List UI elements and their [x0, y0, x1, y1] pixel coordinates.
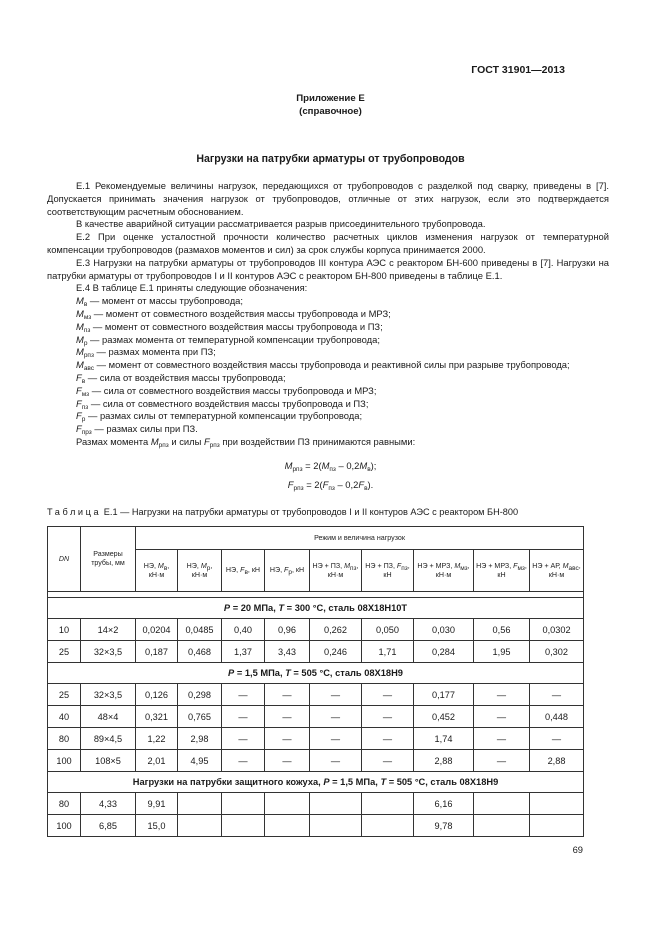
cell-value: 0,321 — [136, 706, 178, 728]
cell-pipe-size: 48×4 — [81, 706, 136, 728]
cell-value: 0,468 — [178, 641, 222, 663]
cell-value: — — [310, 728, 362, 750]
cell-value: — — [310, 684, 362, 706]
range-sentence: Размах момента $M_{рпз}$ и силы $F_{рпз}$ при воздействии ПЗ принимаются равными: — [76, 435, 416, 449]
cell-value: — — [310, 706, 362, 728]
cell-value: — — [222, 750, 265, 772]
paragraph-e3: Е.3 Нагрузки на патрубки арматуры от трубопроводов III контура АЭС с реактором БН-600 приведены в [7]. Нагрузки на патрубки арматуры от трубопроводов I и II контуров АЭС с реактором БН-800 приведены в таблице Е.1. — [47, 256, 609, 281]
cell-value: 0,298 — [178, 684, 222, 706]
cell-value: 0,302 — [530, 641, 584, 663]
cell-value: 0,0485 — [178, 619, 222, 641]
cell-value: 6,16 — [414, 793, 474, 815]
definition-item: $M_{рпз}$ — размах момента при ПЗ; — [76, 346, 216, 360]
table-row — [48, 641, 584, 663]
cell-value: 1,74 — [414, 728, 474, 750]
appendix-heading — [0, 92, 661, 118]
cell-value: 0,56 — [474, 619, 530, 641]
formula-force: $F_{рпз} = 2(F_{пз} - 0,2F_в)$. — [287, 479, 374, 492]
cell-value: 0,96 — [265, 619, 310, 641]
header-col: НЭ, $F_р$, кН — [265, 550, 310, 592]
cell-value: — — [265, 750, 310, 772]
header-col: НЭ + АР, $M_{авс}$, кН·м — [530, 550, 584, 592]
cell-value: — — [474, 684, 530, 706]
table-caption — [47, 507, 518, 517]
cell-value — [310, 815, 362, 837]
cell-dn: 25 — [48, 684, 81, 706]
table-caption-label: Таблица — [47, 507, 102, 517]
cell-value: — — [530, 728, 584, 750]
cell-value — [222, 815, 265, 837]
cell-dn: 80 — [48, 728, 81, 750]
header-col: НЭ + ПЗ, $M_{пз}$, кН·м — [310, 550, 362, 592]
cell-value — [178, 815, 222, 837]
cell-pipe-size: 89×4,5 — [81, 728, 136, 750]
cell-value: 0,765 — [178, 706, 222, 728]
paragraph-e1: Е.1 Рекомендуемые величины нагрузок, передающихся от трубопроводов с разделкой под сварку, приведены в [7]. Допускается принимать значения нагрузок от трубопроводов, отличные от этих нагрузок, если это подтверждается соответствующим расчетным обоснованием. — [47, 180, 609, 217]
cell-value: 0,126 — [136, 684, 178, 706]
cell-value: — — [310, 750, 362, 772]
cell-pipe-size: 4,33 — [81, 793, 136, 815]
definition-item: $F_{прз}$ — размах силы при ПЗ. — [76, 423, 198, 437]
paragraph-e1b: В качестве аварийной ситуации рассматривается разрыв присоединительного трубопровода. — [76, 218, 486, 230]
cell-value: — — [474, 728, 530, 750]
cell-value — [265, 815, 310, 837]
cell-value: 9,78 — [414, 815, 474, 837]
header-col: НЭ + МРЗ, $M_{мз}$, кН·м — [414, 550, 474, 592]
definition-item: $M_р$ — размах момента от температурной компенсации трубопровода; — [76, 333, 380, 347]
document-code: ГОСТ 31901—2013 — [471, 64, 565, 76]
definition-item: $F_в$ — сила от воздействия массы трубопровода; — [76, 371, 286, 385]
cell-value: — — [265, 728, 310, 750]
cell-value: 0,40 — [222, 619, 265, 641]
cell-value: — — [222, 728, 265, 750]
cell-value: 9,91 — [136, 793, 178, 815]
cell-value — [362, 815, 414, 837]
cell-value — [474, 793, 530, 815]
cell-value: 1,37 — [222, 641, 265, 663]
table-row — [48, 706, 584, 728]
cell-dn: 10 — [48, 619, 81, 641]
cell-value: — — [474, 706, 530, 728]
section-title: Нагрузки на патрубки арматуры от трубопроводов — [196, 153, 465, 165]
header-pipe-size: Размеры трубы, мм — [81, 527, 136, 592]
cell-value: 0,050 — [362, 619, 414, 641]
cell-value: 0,448 — [530, 706, 584, 728]
header-col: НЭ + МРЗ, $F_{мз}$, кН — [474, 550, 530, 592]
cell-value: 2,88 — [414, 750, 474, 772]
definition-item: $M_в$ — момент от массы трубопровода; — [76, 295, 243, 309]
table-row — [48, 815, 584, 837]
body-text — [47, 180, 609, 449]
cell-value: — — [362, 750, 414, 772]
cell-value — [222, 793, 265, 815]
header-dn: DN — [48, 527, 81, 592]
band-label: Нагрузки на патрубки защитного кожуха, P = 1,5 МПа, T = 505 °C, сталь 08Х18Н9 — [48, 772, 584, 793]
header-col: НЭ, $M_р$, кН·м — [178, 550, 222, 592]
cell-value: 0,284 — [414, 641, 474, 663]
header-col: НЭ, $M_в$, кН·м — [136, 550, 178, 592]
table-row — [48, 728, 584, 750]
definition-item: $F_{пз}$ — сила от совместного воздействия массы трубопровода и ПЗ; — [76, 397, 369, 411]
table-band-row — [48, 663, 584, 684]
appendix-title: Приложение Е — [296, 93, 365, 104]
band-label: P = 1,5 МПа, T = 505 °C, сталь 08Х18Н9 — [48, 663, 584, 684]
cell-value: — — [265, 684, 310, 706]
header-load-mode: Режим и величина нагрузок — [136, 527, 584, 550]
cell-value — [474, 815, 530, 837]
cell-value: 0,030 — [414, 619, 474, 641]
table-row — [48, 684, 584, 706]
cell-value: — — [265, 706, 310, 728]
cell-value: 0,246 — [310, 641, 362, 663]
cell-dn: 80 — [48, 793, 81, 815]
page-number: 69 — [572, 844, 583, 855]
cell-value: 1,22 — [136, 728, 178, 750]
cell-value: 0,452 — [414, 706, 474, 728]
cell-pipe-size: 32×3,5 — [81, 641, 136, 663]
table-row — [48, 750, 584, 772]
cell-dn: 100 — [48, 815, 81, 837]
cell-value: 15,0 — [136, 815, 178, 837]
cell-value: 2,98 — [178, 728, 222, 750]
cell-value — [265, 793, 310, 815]
cell-value: 0,187 — [136, 641, 178, 663]
cell-value: — — [222, 706, 265, 728]
cell-value: 2,88 — [530, 750, 584, 772]
definition-item: $M_{пз}$ — момент от совместного воздействия массы трубопровода и ПЗ; — [76, 320, 383, 334]
cell-value — [178, 793, 222, 815]
cell-dn: 100 — [48, 750, 81, 772]
definition-item: $F_{мз}$ — сила от совместного воздействия массы трубопровода и МРЗ; — [76, 384, 377, 398]
cell-value: — — [362, 728, 414, 750]
cell-value: 3,43 — [265, 641, 310, 663]
cell-value: — — [362, 706, 414, 728]
header-col: НЭ + ПЗ, $F_{пз}$, кН — [362, 550, 414, 592]
definition-item: $F_р$ — размах силы от температурной компенсации трубопровода; — [76, 410, 363, 424]
cell-value: 1,71 — [362, 641, 414, 663]
cell-value: — — [362, 684, 414, 706]
definitions-list — [47, 295, 609, 436]
cell-value: 4,95 — [178, 750, 222, 772]
table-row — [48, 619, 584, 641]
cell-dn: 40 — [48, 706, 81, 728]
loads-table — [47, 526, 584, 837]
cell-value: 0,0302 — [530, 619, 584, 641]
cell-value: 1,95 — [474, 641, 530, 663]
definition-item: $M_{мз}$ — момент от совместного воздействия массы трубопровода и МРЗ; — [76, 307, 391, 321]
formula-moment: $M_{рпз} = 2(M_{пз} - 0,2M_в)$; — [284, 460, 377, 473]
table-row — [48, 793, 584, 815]
band-label: P = 20 МПа, T = 300 °C, сталь 08Х18Н10Т — [48, 598, 584, 619]
appendix-subtitle: (справочное) — [299, 106, 362, 117]
table-caption-text: Е.1 — Нагрузки на патрубки арматуры от трубопроводов I и II контуров АЭС с реактором БН-800 — [101, 507, 519, 517]
cell-value — [530, 815, 584, 837]
cell-value: 0,262 — [310, 619, 362, 641]
cell-value — [530, 793, 584, 815]
cell-value — [310, 793, 362, 815]
definition-item: $M_{авс}$ — момент от совместного воздействия массы трубопровода и реактивной силы при разрыве трубопровода; — [76, 359, 570, 373]
cell-value: — — [222, 684, 265, 706]
cell-dn: 25 — [48, 641, 81, 663]
cell-pipe-size: 108×5 — [81, 750, 136, 772]
cell-value — [362, 793, 414, 815]
cell-value: — — [530, 684, 584, 706]
cell-value: 0,177 — [414, 684, 474, 706]
header-col: НЭ, $F_в$, кН — [222, 550, 265, 592]
cell-value: 2,01 — [136, 750, 178, 772]
cell-pipe-size: 14×2 — [81, 619, 136, 641]
cell-value: 0,0204 — [136, 619, 178, 641]
cell-value: — — [474, 750, 530, 772]
paragraph-e4: Е.4 В таблице Е.1 приняты следующие обозначения: — [76, 282, 308, 294]
paragraph-e2: Е.2 При оценке усталостной прочности количество расчетных циклов изменения нагрузок от температурной компенсации трубопроводов (размахов моментов и сил) за срок службы корпуса принимается 2000. — [47, 231, 609, 255]
table-band-row — [48, 772, 584, 793]
cell-pipe-size: 6,85 — [81, 815, 136, 837]
cell-pipe-size: 32×3,5 — [81, 684, 136, 706]
table-band-row — [48, 598, 584, 619]
